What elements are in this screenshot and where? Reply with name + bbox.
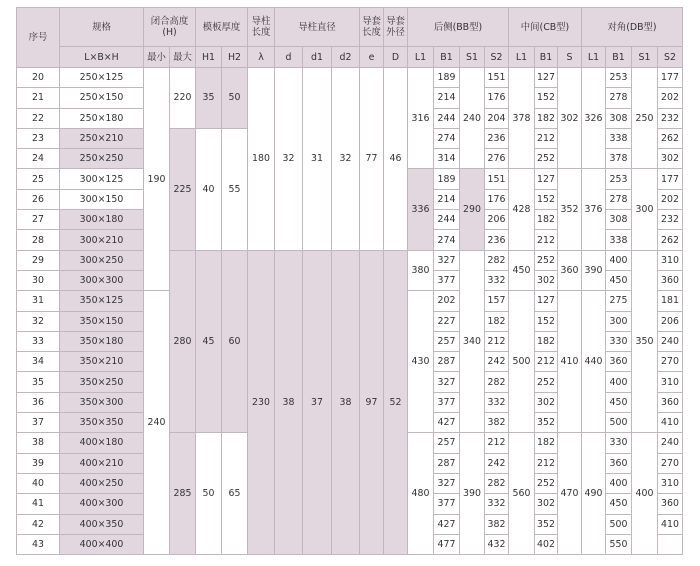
cell-cb-s: 360 xyxy=(558,250,582,291)
row-seq: 28 xyxy=(17,230,60,250)
cell-bb-s1: 340 xyxy=(460,250,485,433)
cell-h1: 35 xyxy=(196,68,222,129)
header-db-s2: S2 xyxy=(658,47,683,68)
cell-h2: 50 xyxy=(222,68,248,129)
cell-bb-s2: 182 xyxy=(485,311,509,331)
cell-db-b1: 450 xyxy=(606,494,632,514)
cell-cb-b1: 182 xyxy=(535,108,558,128)
header-lambda: λ xyxy=(248,47,275,68)
header-sleeve-od: 导套外径 xyxy=(384,8,408,47)
row-spec: 350×250 xyxy=(60,372,144,392)
cell-bb-b1: 377 xyxy=(434,392,460,412)
cell-bb-s2: 332 xyxy=(485,494,509,514)
cell-db-l1: 326 xyxy=(582,68,606,169)
cell-db-s2: 232 xyxy=(658,108,683,128)
cell-cb-b1: 352 xyxy=(535,413,558,433)
cell-bb-b1: 227 xyxy=(434,311,460,331)
cell-bb-s2: 236 xyxy=(485,128,509,148)
row-spec: 350×150 xyxy=(60,311,144,331)
cell-db-s2: 270 xyxy=(658,352,683,372)
header-d1: d1 xyxy=(303,47,332,68)
header-closed-min: 最小 xyxy=(144,47,170,68)
header-cb-type: 中间(CB型) xyxy=(509,8,582,47)
cell-bb-b1: 327 xyxy=(434,250,460,270)
cell-h1: 40 xyxy=(196,128,222,250)
cell-bb-b1: 214 xyxy=(434,88,460,108)
cell-db-b1: 500 xyxy=(606,514,632,534)
cell-closed-max: 220 xyxy=(170,68,196,129)
cell-bb-b1: 427 xyxy=(434,413,460,433)
cell-cb-b1: 127 xyxy=(535,68,558,88)
cell-bb-l1: 336 xyxy=(408,169,434,250)
header-bb-s2: S2 xyxy=(485,47,509,68)
cell-cb-b1: 352 xyxy=(535,514,558,534)
row-seq: 21 xyxy=(17,88,60,108)
header-sleeve-length: 导套长度 xyxy=(360,8,384,47)
cell-bb-s2: 151 xyxy=(485,169,509,189)
cell-db-b1: 360 xyxy=(606,352,632,372)
cell-cb-b1: 127 xyxy=(535,169,558,189)
cell-closed-max: 225 xyxy=(170,128,196,250)
cell-cb-b1: 212 xyxy=(535,352,558,372)
row-seq: 20 xyxy=(17,68,60,88)
cell-bb-s1: 290 xyxy=(460,169,485,250)
cell-db-b1: 338 xyxy=(606,230,632,250)
cell-closed-max: 280 xyxy=(170,250,196,433)
table-container xyxy=(16,7,683,555)
cell-db-s2: 202 xyxy=(658,88,683,108)
header-pillar-length: 导柱长度 xyxy=(248,8,275,47)
cell-db-b1: 300 xyxy=(606,311,632,331)
cell-cb-b1: 252 xyxy=(535,250,558,270)
cell-bb-s2: 151 xyxy=(485,68,509,88)
cell-db-s2: 270 xyxy=(658,453,683,473)
cell-db-b1: 278 xyxy=(606,189,632,209)
cell-db-b1: 308 xyxy=(606,108,632,128)
cell-db-b1: 330 xyxy=(606,433,632,453)
header-pillar-diameter: 导柱直径 xyxy=(275,8,360,47)
row-spec: 400×250 xyxy=(60,473,144,493)
header-bb-s1: S1 xyxy=(460,47,485,68)
row-spec: 250×210 xyxy=(60,128,144,148)
row-spec: 250×180 xyxy=(60,108,144,128)
cell-cb-b1: 212 xyxy=(535,230,558,250)
row-seq: 27 xyxy=(17,210,60,230)
row-spec: 300×250 xyxy=(60,250,144,270)
cell-bb-b1: 214 xyxy=(434,189,460,209)
cell-d: 32 xyxy=(275,68,303,251)
cell-cb-s: 410 xyxy=(558,291,582,433)
cell-closed-min: 190 xyxy=(144,68,170,291)
cell-db-b1: 450 xyxy=(606,270,632,290)
cell-db-s2: 240 xyxy=(658,331,683,351)
cell-bb-s2: 242 xyxy=(485,352,509,372)
cell-cb-b1: 252 xyxy=(535,473,558,493)
cell-db-b1: 308 xyxy=(606,210,632,230)
cell-db-s2: 310 xyxy=(658,473,683,493)
row-spec: 250×125 xyxy=(60,68,144,88)
cell-db-b1: 400 xyxy=(606,372,632,392)
cell-bb-b1: 244 xyxy=(434,210,460,230)
cell-bb-s2: 242 xyxy=(485,453,509,473)
header-cb-s: S xyxy=(558,47,582,68)
cell-cb-b1: 212 xyxy=(535,128,558,148)
cell-h2: 65 xyxy=(222,433,248,555)
row-spec: 400×350 xyxy=(60,514,144,534)
cell-bb-b1: 202 xyxy=(434,291,460,311)
header-db-l1: L1 xyxy=(582,47,606,68)
cell-cb-b1: 152 xyxy=(535,88,558,108)
cell-bb-b1: 287 xyxy=(434,352,460,372)
row-seq: 29 xyxy=(17,250,60,270)
cell-bb-s2: 332 xyxy=(485,392,509,412)
cell-db-s2: 181 xyxy=(658,291,683,311)
row-seq: 26 xyxy=(17,189,60,209)
cell-db-b1: 500 xyxy=(606,413,632,433)
cell-bb-b1: 327 xyxy=(434,473,460,493)
row-seq: 39 xyxy=(17,453,60,473)
row-spec: 400×210 xyxy=(60,453,144,473)
cell-db-b1: 275 xyxy=(606,291,632,311)
header-bb-type: 后侧(BB型) xyxy=(408,8,509,47)
header-d2: d2 xyxy=(332,47,360,68)
cell-bb-s2: 157 xyxy=(485,291,509,311)
cell-d: 38 xyxy=(275,250,303,554)
cell-db-b1: 400 xyxy=(606,473,632,493)
cell-db-s1: 350 xyxy=(632,250,658,433)
cell-bb-s2: 176 xyxy=(485,88,509,108)
cell-cb-b1: 127 xyxy=(535,291,558,311)
cell-db-b1: 378 xyxy=(606,149,632,169)
cell-db-l1: 390 xyxy=(582,250,606,291)
cell-cb-b1: 302 xyxy=(535,392,558,412)
table-row xyxy=(17,250,683,270)
cell-db-s2: 240 xyxy=(658,433,683,453)
cell-db-s1: 250 xyxy=(632,68,658,169)
header-bb-b1: B1 xyxy=(434,47,460,68)
header-D: D xyxy=(384,47,408,68)
cell-bb-s2: 236 xyxy=(485,230,509,250)
cell-bb-b1: 314 xyxy=(434,149,460,169)
cell-d1: 37 xyxy=(303,250,332,554)
cell-bb-s2: 332 xyxy=(485,270,509,290)
header-spec-sub: L×B×H xyxy=(60,47,144,68)
cell-bb-s2: 282 xyxy=(485,250,509,270)
cell-cb-b1: 152 xyxy=(535,311,558,331)
cell-cb-b1: 252 xyxy=(535,149,558,169)
cell-h2: 55 xyxy=(222,128,248,250)
cell-bb-s1: 240 xyxy=(460,68,485,169)
header-db-b1: B1 xyxy=(606,47,632,68)
cell-cb-b1: 182 xyxy=(535,433,558,453)
cell-cb-b1: 252 xyxy=(535,372,558,392)
cell-bb-l1: 316 xyxy=(408,68,434,169)
cell-bb-b1: 477 xyxy=(434,534,460,554)
cell-db-s2: 360 xyxy=(658,392,683,412)
row-seq: 43 xyxy=(17,534,60,554)
cell-bb-s2: 206 xyxy=(485,210,509,230)
cell-d2: 38 xyxy=(332,250,360,554)
cell-bb-s2: 204 xyxy=(485,108,509,128)
row-seq: 32 xyxy=(17,311,60,331)
cell-bb-s1: 390 xyxy=(460,433,485,555)
cell-db-s1: 300 xyxy=(632,169,658,250)
cell-d2: 32 xyxy=(332,68,360,251)
row-spec: 350×180 xyxy=(60,331,144,351)
cell-bb-s2: 282 xyxy=(485,372,509,392)
cell-e: 77 xyxy=(360,68,384,251)
row-seq: 37 xyxy=(17,413,60,433)
row-seq: 36 xyxy=(17,392,60,412)
row-seq: 34 xyxy=(17,352,60,372)
row-seq: 22 xyxy=(17,108,60,128)
header-closed-max: 最大 xyxy=(170,47,196,68)
cell-d1: 31 xyxy=(303,68,332,251)
cell-db-s2 xyxy=(658,534,683,554)
cell-cb-l1: 560 xyxy=(509,433,535,555)
row-spec: 350×125 xyxy=(60,291,144,311)
cell-db-b1: 400 xyxy=(606,250,632,270)
row-seq: 41 xyxy=(17,494,60,514)
cell-bb-b1: 189 xyxy=(434,68,460,88)
cell-db-b1: 330 xyxy=(606,331,632,351)
cell-bb-l1: 480 xyxy=(408,433,434,555)
cell-bb-s2: 176 xyxy=(485,189,509,209)
row-seq: 23 xyxy=(17,128,60,148)
cell-cb-b1: 302 xyxy=(535,494,558,514)
header-db-type: 对角(DB型) xyxy=(582,8,683,47)
cell-db-s1: 400 xyxy=(632,433,658,555)
cell-db-s2: 177 xyxy=(658,169,683,189)
cell-bb-l1: 380 xyxy=(408,250,434,291)
cell-lambda: 180 xyxy=(248,68,275,251)
header-h2: H2 xyxy=(222,47,248,68)
row-seq: 42 xyxy=(17,514,60,534)
row-spec: 400×300 xyxy=(60,494,144,514)
cell-cb-b1: 182 xyxy=(535,210,558,230)
row-seq: 31 xyxy=(17,291,60,311)
header-db-s1: S1 xyxy=(632,47,658,68)
cell-db-b1: 360 xyxy=(606,453,632,473)
cell-db-s2: 360 xyxy=(658,494,683,514)
row-spec: 300×150 xyxy=(60,189,144,209)
cell-cb-s: 302 xyxy=(558,68,582,169)
cell-cb-l1: 500 xyxy=(509,291,535,433)
cell-bb-b1: 274 xyxy=(434,230,460,250)
cell-db-b1: 278 xyxy=(606,88,632,108)
row-spec: 300×300 xyxy=(60,270,144,290)
row-seq: 40 xyxy=(17,473,60,493)
cell-closed-min: 240 xyxy=(144,291,170,555)
cell-cb-s: 470 xyxy=(558,433,582,555)
row-seq: 24 xyxy=(17,149,60,169)
cell-db-l1: 490 xyxy=(582,433,606,555)
cell-cb-l1: 428 xyxy=(509,169,535,250)
cell-db-s2: 410 xyxy=(658,413,683,433)
cell-db-b1: 253 xyxy=(606,169,632,189)
cell-bb-b1: 327 xyxy=(434,372,460,392)
header-cb-l1: L1 xyxy=(509,47,535,68)
cell-cb-l1: 450 xyxy=(509,250,535,291)
header-bb-l1: L1 xyxy=(408,47,434,68)
row-seq: 35 xyxy=(17,372,60,392)
cell-cb-b1: 182 xyxy=(535,331,558,351)
cell-db-b1: 550 xyxy=(606,534,632,554)
cell-e: 97 xyxy=(360,250,384,554)
cell-db-s2: 262 xyxy=(658,230,683,250)
cell-bb-s2: 382 xyxy=(485,514,509,534)
cell-bb-l1: 430 xyxy=(408,291,434,433)
header-seq: 序号 xyxy=(17,8,60,68)
cell-db-s2: 310 xyxy=(658,372,683,392)
header-d: d xyxy=(275,47,303,68)
cell-db-s2: 206 xyxy=(658,311,683,331)
row-spec: 250×150 xyxy=(60,88,144,108)
cell-db-s2: 410 xyxy=(658,514,683,534)
cell-bb-b1: 377 xyxy=(434,270,460,290)
cell-h1: 45 xyxy=(196,250,222,433)
cell-bb-s2: 282 xyxy=(485,473,509,493)
guide-die-set-table xyxy=(16,7,683,555)
cell-h1: 50 xyxy=(196,433,222,555)
cell-bb-b1: 287 xyxy=(434,453,460,473)
cell-db-l1: 376 xyxy=(582,169,606,250)
cell-cb-b1: 212 xyxy=(535,453,558,473)
row-spec: 350×350 xyxy=(60,413,144,433)
cell-db-s2: 177 xyxy=(658,68,683,88)
cell-db-l1: 440 xyxy=(582,291,606,433)
row-spec: 300×180 xyxy=(60,210,144,230)
cell-db-s2: 232 xyxy=(658,210,683,230)
row-seq: 38 xyxy=(17,433,60,453)
row-seq: 25 xyxy=(17,169,60,189)
header-spec: 规格 xyxy=(60,8,144,47)
cell-db-b1: 450 xyxy=(606,392,632,412)
row-spec: 300×125 xyxy=(60,169,144,189)
cell-bb-b1: 427 xyxy=(434,514,460,534)
cell-bb-b1: 244 xyxy=(434,108,460,128)
header-h1: H1 xyxy=(196,47,222,68)
row-spec: 400×400 xyxy=(60,534,144,554)
cell-cb-b1: 402 xyxy=(535,534,558,554)
cell-D: 52 xyxy=(384,250,408,554)
cell-bb-b1: 257 xyxy=(434,433,460,453)
cell-bb-s2: 382 xyxy=(485,413,509,433)
cell-db-b1: 338 xyxy=(606,128,632,148)
cell-db-s2: 262 xyxy=(658,128,683,148)
row-spec: 400×180 xyxy=(60,433,144,453)
cell-db-b1: 253 xyxy=(606,68,632,88)
cell-cb-b1: 302 xyxy=(535,270,558,290)
row-spec: 350×210 xyxy=(60,352,144,372)
cell-cb-s: 352 xyxy=(558,169,582,250)
cell-bb-b1: 189 xyxy=(434,169,460,189)
table-row xyxy=(17,68,683,88)
header-closed-height: 闭合高度(H) xyxy=(144,8,196,47)
cell-bb-b1: 377 xyxy=(434,494,460,514)
header-plate-thickness: 模板厚度 xyxy=(196,8,248,47)
row-spec: 300×210 xyxy=(60,230,144,250)
row-seq: 33 xyxy=(17,331,60,351)
cell-lambda: 230 xyxy=(248,250,275,554)
cell-h2: 60 xyxy=(222,250,248,433)
cell-cb-b1: 152 xyxy=(535,189,558,209)
cell-cb-l1: 378 xyxy=(509,68,535,169)
cell-bb-s2: 212 xyxy=(485,433,509,453)
header-cb-b1: B1 xyxy=(535,47,558,68)
cell-bb-s2: 276 xyxy=(485,149,509,169)
cell-db-s2: 310 xyxy=(658,250,683,270)
cell-closed-max: 285 xyxy=(170,433,196,555)
cell-bb-b1: 274 xyxy=(434,128,460,148)
cell-bb-s2: 432 xyxy=(485,534,509,554)
row-seq: 30 xyxy=(17,270,60,290)
cell-db-s2: 302 xyxy=(658,149,683,169)
cell-bb-b1: 257 xyxy=(434,331,460,351)
table-body xyxy=(17,8,683,555)
cell-db-s2: 202 xyxy=(658,189,683,209)
row-spec: 350×300 xyxy=(60,392,144,412)
cell-db-s2: 360 xyxy=(658,270,683,290)
cell-bb-s2: 212 xyxy=(485,331,509,351)
header-e: e xyxy=(360,47,384,68)
row-spec: 250×250 xyxy=(60,149,144,169)
cell-D: 46 xyxy=(384,68,408,251)
